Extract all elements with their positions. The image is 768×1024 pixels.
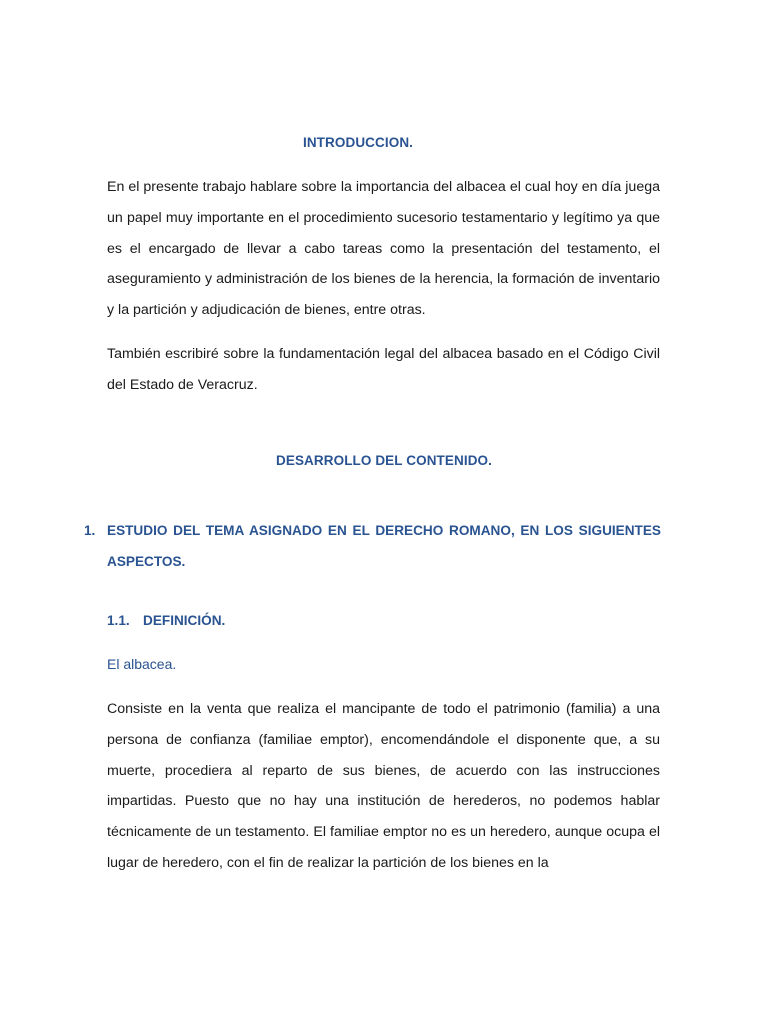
body-paragraph: Consiste en la venta que realiza el mancipante de todo el patrimonio (familia) a una persona de confianza (familiae emptor), encomendándole el disponente que, a su muerte, procediera al reparto de sus bienes, de acuerdo con las instrucciones impartidas. Puesto que no hay una institución de herederos, no podemos hablar técnicamente de un testamento. El familiae emptor no es un heredero, aunque ocupa el lugar de heredero, con el fin de realizar la partición de los bienes en la [107, 701, 660, 871]
intro-paragraph-1: En el presente trabajo hablare sobre la importancia del albacea el cual hoy en día juega un papel muy importante en el procedimiento sucesorio testamentario y legítimo ya que es el encargado de llevar a cabo tareas como la presentación del testamento, el aseguramiento y administración de los bienes de la herencia, la formación de inventario y la partición y adjudicación de bienes, entre otras. [107, 179, 660, 319]
numbered-heading-1-1 [107, 613, 225, 628]
albacea-subheading: El albacea. [107, 656, 177, 672]
intro-title: INTRODUCCION. [302, 135, 414, 150]
subheading-number: 1.1. [107, 613, 130, 628]
section-title: DESARROLLO DEL CONTENIDO. [275, 453, 492, 468]
subheading-text: DEFINICIÓN. [143, 613, 226, 628]
numbered-heading-1 [84, 515, 661, 577]
intro-paragraph-2: También escribiré sobre la fundamentación legal del albacea basado en el Código Civil del Estado de Veracruz. [107, 346, 660, 393]
heading-number: 1. [84, 523, 96, 538]
heading-text: ESTUDIO DEL TEMA ASIGNADO EN EL DERECHO ROMANO, EN LOS SIGUIENTES ASPECTOS. [107, 523, 661, 569]
